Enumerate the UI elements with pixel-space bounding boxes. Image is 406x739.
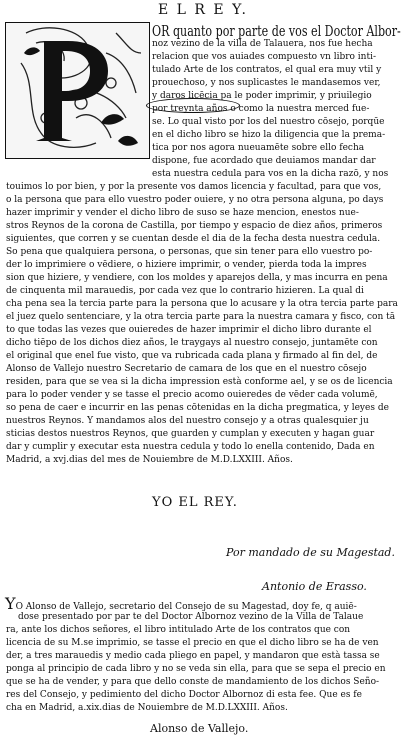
body-line: Madrid, a xvj.dias del mes de Nouiembre de M.D.LXXIII. Años. <box>6 455 293 465</box>
body-line: der lo imprimiere o vēdiere, o hiziere imprimir, o vender, pierda toda la impres <box>6 260 367 270</box>
body-line: para lo poder vender y se tasse el precio acomo ouieredes de vēder cada volumē, <box>6 390 378 400</box>
tasa-line: der, a tres marauedis y medio cada pliego en papel, y mandaron que està tassa se <box>6 651 380 661</box>
body-line: so pena de caer e incurrir en las penas cōtenidas en la dicha pregmatica, y leyes de <box>6 403 389 413</box>
heading: E L R E Y. <box>158 2 248 18</box>
body-line: por treynta años o como la nuestra merced fue- <box>152 104 370 114</box>
body-line: cha pena sea la tercia parte para la persona que lo acusare y la otra tercia parte para <box>6 299 398 309</box>
body-line: el juez quelo sentenciare, y la otra tercia parte para la nuestra camara y fisco, con tā <box>6 312 396 322</box>
tasa-line: YO Alonso de Vallejo, secretario del Consejo de su Magestad, doy fe, q auiē- <box>5 594 357 613</box>
body-line: nuestros Reynos. Y mandamos alos del nuestro consejo y a otras qualesquier ju <box>6 416 369 426</box>
body-line: Alonso de Vallejo nuestro Secretario de camara de los que en el nuestro cōsejo <box>6 364 367 374</box>
body-line: dicho tiēpo de los dichos diez años, le traygays al nuestro consejo, juntamēte con <box>6 338 378 348</box>
body-line: touimos lo por bien, y por la presente vos damos licencia y facultad, para que vos, <box>6 182 382 192</box>
body-line: stros Reynos de la corona de Castilla, por tiempo y espacio de diez años, primeros <box>6 221 383 231</box>
body-line: dar y cumplir y executar esta nuestra cedula y todo lo enella contenido, Dada en <box>6 442 375 452</box>
tasa-line: licencia de su M.se imprimio, se tasse el precio en que el dicho libro se ha de ven <box>6 638 379 648</box>
tasa-line: dose presentado por par te del Doctor Albornoz vezino de la Villa de Talaue <box>18 612 364 622</box>
body-line: residen, para que se vea si la dicha impression està conforme ael, y se os de licencia <box>6 377 393 387</box>
body-line: el original que enel fue visto, que va rubricada cada plana y firmado al fin del, de <box>6 351 378 361</box>
yo-el-rey: YO EL REY. <box>152 495 238 510</box>
body-line: hazer imprimir y vender el dicho libro de suso se haze mencion, enestos nue- <box>6 208 359 218</box>
body-line: to que todas las vezes que ouieredes de hazer imprimir el dicho libro durante el <box>6 325 372 335</box>
body-line: esta nuestra cedula para vos en la dicha razō, y nos <box>152 169 389 179</box>
body-line: tulado Arte de los contratos, el qual era muy vtil y <box>152 65 382 75</box>
decorated-initial-p <box>5 22 150 159</box>
body-line: en el dicho libro se hizo la diligencia que la prema- <box>152 130 386 140</box>
body-line: prouechoso, y nos suplicastes le mandasemos ver, <box>152 78 381 88</box>
tasa-line: que se ha de vender, y para que dello conste de mandamiento de los dichos Seño- <box>6 677 380 687</box>
body-line: noz vezino de la villa de Talauera, nos fue hecha <box>152 39 373 49</box>
signatory-erasso: Antonio de Erasso. <box>262 580 367 593</box>
body-line: OR quanto por parte de vos el Doctor Albor- <box>152 22 401 40</box>
tasa-line: res del Consejo, y pedimiento del dicho Doctor Albornoz di esta fee. Que es fe <box>6 690 362 700</box>
body-line: se. Lo qual visto por los del nuestro cōsejo, porqūe <box>152 117 385 127</box>
tasa-line: ra, ante los dichos señores, el libro intitulado Arte de los contratos que con <box>6 625 351 635</box>
body-line: y daros licēcia pa le poder imprimir, y priuilegio <box>152 91 372 101</box>
tasa-line: ponga al principio de cada libro y no se veda sin ella, para que se sepa el precio en <box>6 664 386 674</box>
body-line: relacion que vos auiades compuesto vn libro inti- <box>152 52 377 62</box>
body-line: o la persona que para ello vuestro poder ouiere, y no otra persona alguna, po days <box>6 195 384 205</box>
body-line: tica por nos agora nueuamēte sobre ello fecha <box>152 143 365 153</box>
body-line: dispone, fue acordado que deuiamos mandar dar <box>152 156 376 166</box>
por-mandado: Por mandado de su Magestad. <box>226 546 395 559</box>
body-line: sticias destos nuestros Reynos, que guarden y cumplan y executen y hagan guar <box>6 429 375 439</box>
tasa-line: cha en Madrid, a.xix.dias de Nouiembre de M.D.LXXIII. Años. <box>6 703 288 713</box>
body-line: sion que hiziere, y vendiere, con los moldes y aparejos della, y mas incurra en pena <box>6 273 388 283</box>
body-line: siguientes, que corren y se cuentan desde el dia de la fecha desta nuestra cedula. <box>6 234 381 244</box>
signatory-vallejo: Alonso de Vallejo. <box>150 722 249 735</box>
body-line: de cinquenta mil marauedis, por cada vez que lo contrario hizieren. La qual di <box>6 286 364 296</box>
body-line: So pena que qualquiera persona, o personas, que sin tener para ello vuestro po- <box>6 247 373 257</box>
